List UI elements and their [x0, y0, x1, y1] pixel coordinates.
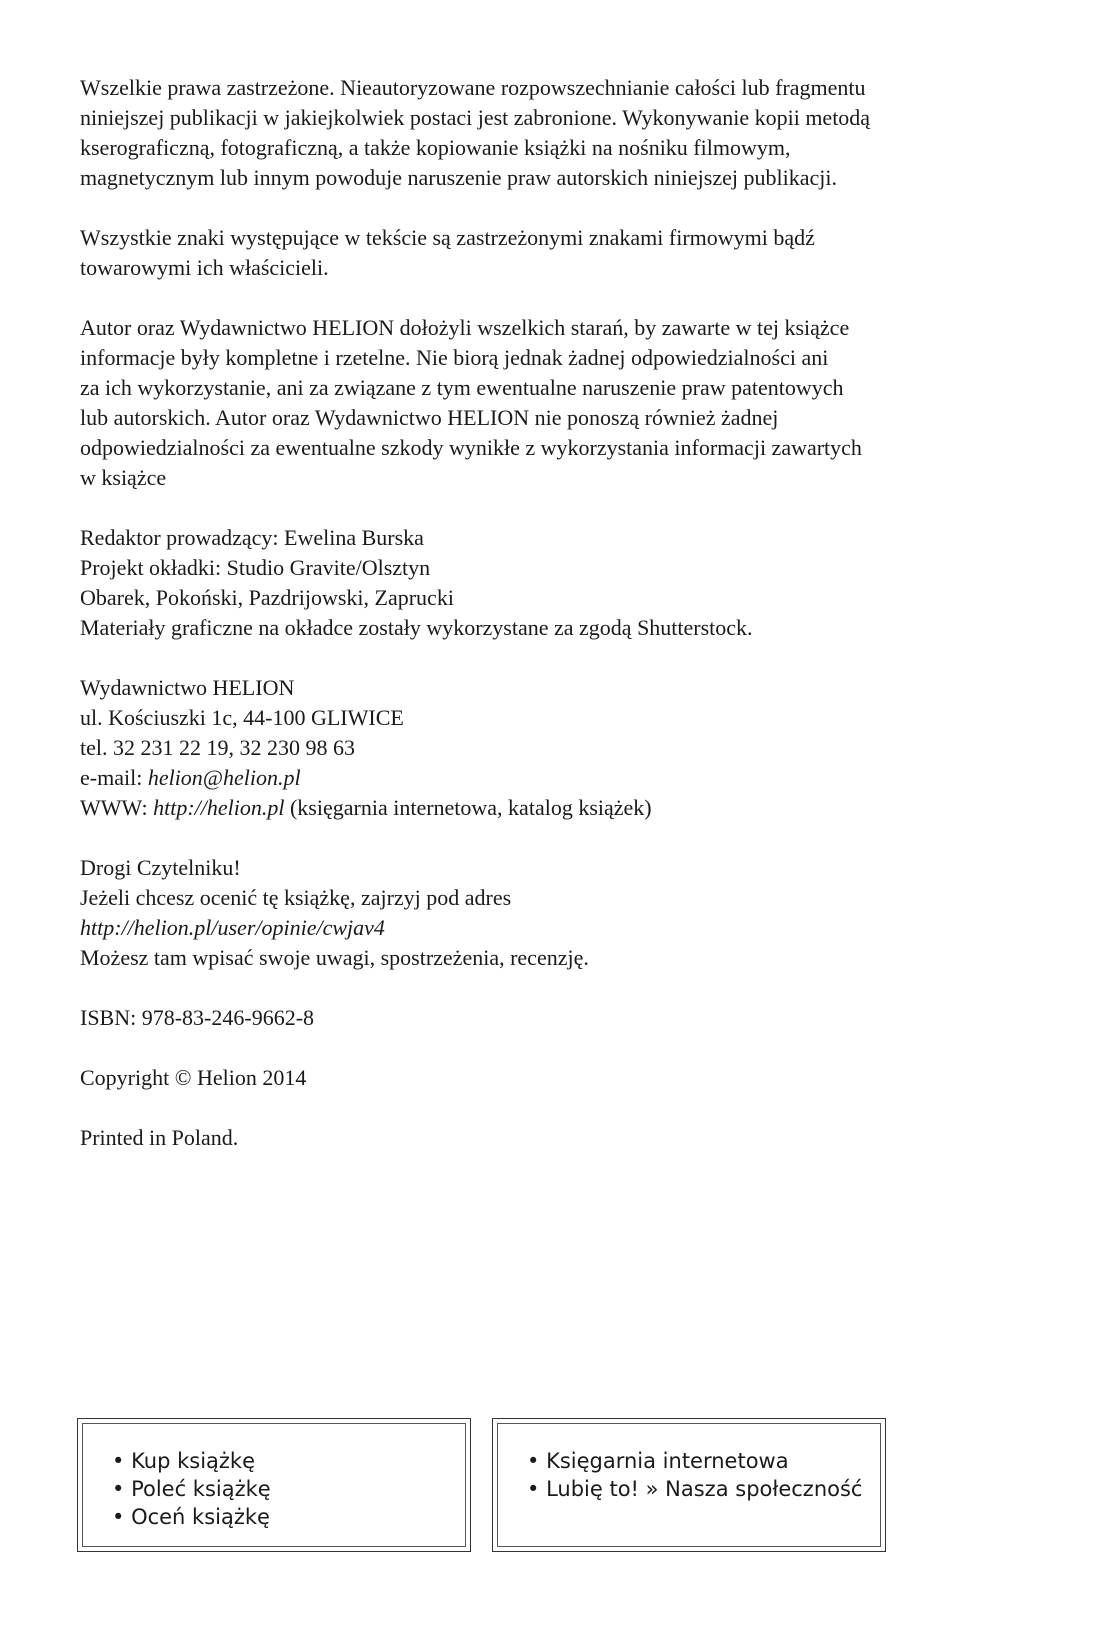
buy-book-link[interactable]: • Kup książkę: [112, 1447, 470, 1475]
reader-paragraph: [80, 853, 1040, 973]
publisher-www-line: [80, 793, 1040, 823]
www-label: WWW:: [80, 795, 154, 820]
reader-invite: Jeżeli chcesz ocenić tę książkę, zajrzyj pod adres: [80, 885, 512, 910]
reader-note: Możesz tam wpisać swoje uwagi, spostrzeżenia, recenzję.: [80, 945, 589, 970]
opinion-link[interactable]: http://helion.pl/user/opinie/cwjav4: [80, 915, 385, 940]
store-links-list: [527, 1447, 885, 1503]
recommend-book-link[interactable]: • Poleć książkę: [112, 1475, 470, 1503]
disclaimer-paragraph: [80, 313, 1040, 493]
publisher-address: ul. Kościuszki 1c, 44-100 GLIWICE: [80, 705, 404, 730]
cover-credit: Projekt okładki: Studio Gravite/Olsztyn: [80, 555, 431, 580]
rights-line: niniejszej publikacji w jakiejkolwiek postaci jest zabronione. Wykonywanie kopii metodą: [80, 105, 871, 130]
materials-credit: Materiały graficzne na okładce zostały wykorzystane za zgodą Shutterstock.: [80, 615, 753, 640]
disclaimer-line: za ich wykorzystanie, ani za związane z tym ewentualne naruszenie praw patentowych: [80, 375, 844, 400]
email-link[interactable]: helion@helion.pl: [147, 765, 301, 790]
trademarks-line: Wszystkie znaki występujące w tekście są zastrzeżonymi znakami firmowymi bądź: [80, 225, 815, 250]
reader-greeting: Drogi Czytelniku!: [80, 855, 241, 880]
online-bookstore-link[interactable]: • Księgarnia internetowa: [527, 1447, 885, 1475]
imprint-page: [80, 73, 1040, 1183]
publisher-paragraph: [80, 673, 1040, 823]
rights-line: magnetycznym lub innym powoduje naruszenie praw autorskich niniejszej publikacji.: [80, 165, 837, 190]
disclaimer-line: lub autorskich. Autor oraz Wydawnictwo HELION nie ponoszą również żadnej: [80, 405, 779, 430]
printed-paragraph: [80, 1123, 1040, 1153]
rights-paragraph: [80, 73, 1040, 193]
disclaimer-line: w książce: [80, 465, 167, 490]
isbn-paragraph: [80, 1003, 1040, 1033]
disclaimer-line: Autor oraz Wydawnictwo HELION dołożyli wszelkich starań, by zawarte w tej książce: [80, 315, 850, 340]
book-actions-box: [77, 1418, 471, 1552]
publisher-email-line: [80, 763, 1040, 793]
credits-paragraph: [80, 523, 1040, 643]
rights-line: kserograficzną, fotograficzną, a także kopiowanie książki na nośniku filmowym,: [80, 135, 791, 160]
www-link[interactable]: http://helion.pl: [153, 795, 285, 820]
copyright-text: Copyright © Helion 2014: [80, 1065, 307, 1090]
trademarks-line: towarowymi ich właścicieli.: [80, 255, 329, 280]
community-link[interactable]: • Lubię to! » Nasza społeczność: [527, 1475, 885, 1503]
names-credit: Obarek, Pokoński, Pazdrijowski, Zaprucki: [80, 585, 454, 610]
publisher-phone: tel. 32 231 22 19, 32 230 98 63: [80, 735, 355, 760]
publisher-name: Wydawnictwo HELION: [80, 675, 295, 700]
editor-credit: Redaktor prowadzący: Ewelina Burska: [80, 525, 424, 550]
disclaimer-line: odpowiedzialności za ewentualne szkody wynikłe z wykorzystania informacji zawartych: [80, 435, 862, 460]
reader-url-line: [80, 913, 1040, 943]
rate-book-link[interactable]: • Oceń książkę: [112, 1503, 470, 1531]
email-label: e-mail:: [80, 765, 148, 790]
disclaimer-line: informacje były kompletne i rzetelne. Nie biorą jednak żadnej odpowiedzialności ani: [80, 345, 829, 370]
copyright-paragraph: [80, 1063, 1040, 1093]
links-boxes: [77, 1418, 1022, 1552]
www-note: (księgarnia internetowa, katalog książek): [284, 795, 652, 820]
book-actions-list: [112, 1447, 470, 1531]
printed-text: Printed in Poland.: [80, 1125, 239, 1150]
rights-line: Wszelkie prawa zastrzeżone. Nieautoryzowane rozpowszechnianie całości lub fragmentu: [80, 75, 866, 100]
isbn-text: ISBN: 978-83-246-9662-8: [80, 1005, 315, 1030]
trademarks-paragraph: [80, 223, 1040, 283]
store-links-box: [492, 1418, 886, 1552]
